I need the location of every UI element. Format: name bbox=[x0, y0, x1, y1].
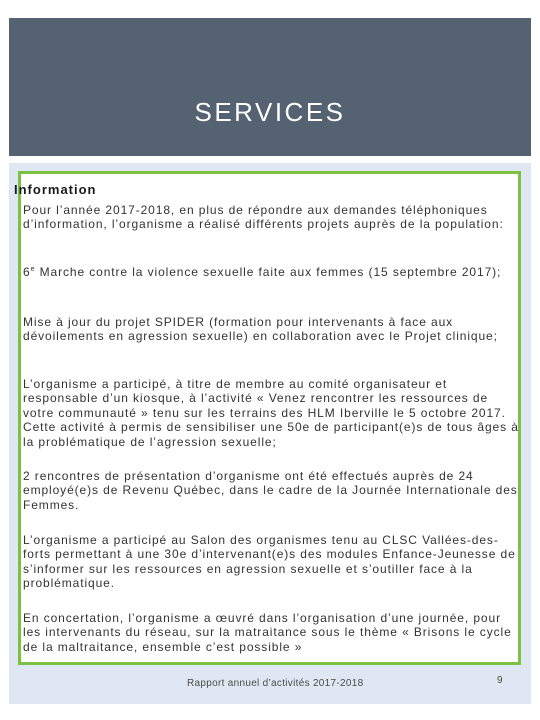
footer-report-title: Rapport annuel d’activités 2017-2018 bbox=[187, 678, 364, 689]
header-band bbox=[9, 18, 531, 156]
paragraph-salon: L’organisme a participé au Salon des organismes tenu au CLSC Vallées-des-forts permettant à une 30e d’intervenant(e)s des modules Enfance-Jeunesse de s’informer sur les ressources en agression sexuelle et s’outiller face à la problématique. bbox=[23, 533, 516, 591]
paragraph-intro: Pour l’année 2017-2018, en plus de répondre aux demandes téléphoniques d’information, l’organisme a réalisé différents projets auprès de la population: bbox=[23, 203, 504, 232]
paragraph-marche-text: Marche contre la violence sexuelle faite aux femmes (15 septembre 2017); bbox=[35, 265, 502, 279]
paragraph-marche bbox=[23, 265, 523, 279]
page-number: 9 bbox=[497, 675, 503, 686]
paragraph-kiosque: L’organisme a participé, à titre de membre au comité organisateur et responsable d’un kiosque, à l’activité « Venez rencontrer les ressources de votre communauté » tenu sur les terrains des HLM Iberville le 5 octobre 2017. Cette activité à permis de sensibiliser une 50e de participant(e)s de tous âges à la problématique de l’agression sexuelle; bbox=[23, 377, 519, 449]
section-title: Information bbox=[14, 182, 97, 197]
paragraph-concertation: En concertation, l’organisme a œuvré dans l’organisation d’une journée, pour les intervenants du réseau, sur la matraitance sous le thème « Brisons le cycle de la maltraitance, ensemble c’est possible » bbox=[23, 611, 512, 654]
ordinal-suffix: e bbox=[30, 266, 36, 273]
paragraph-spider: Mise à jour du projet SPIDER (formation pour intervenants à face aux dévoilements en agression sexuelle) en collaboration avec le Projet clinique; bbox=[23, 315, 498, 344]
paragraph-revenu-quebec: 2 rencontres de présentation d’organisme ont été effectués auprès de 24 employé(e)s de Revenu Québec, dans le cadre de la Journée Internationale des Femmes. bbox=[23, 469, 518, 512]
ordinal-number: 6 bbox=[23, 265, 31, 279]
page-title: SERVICES bbox=[194, 97, 346, 127]
